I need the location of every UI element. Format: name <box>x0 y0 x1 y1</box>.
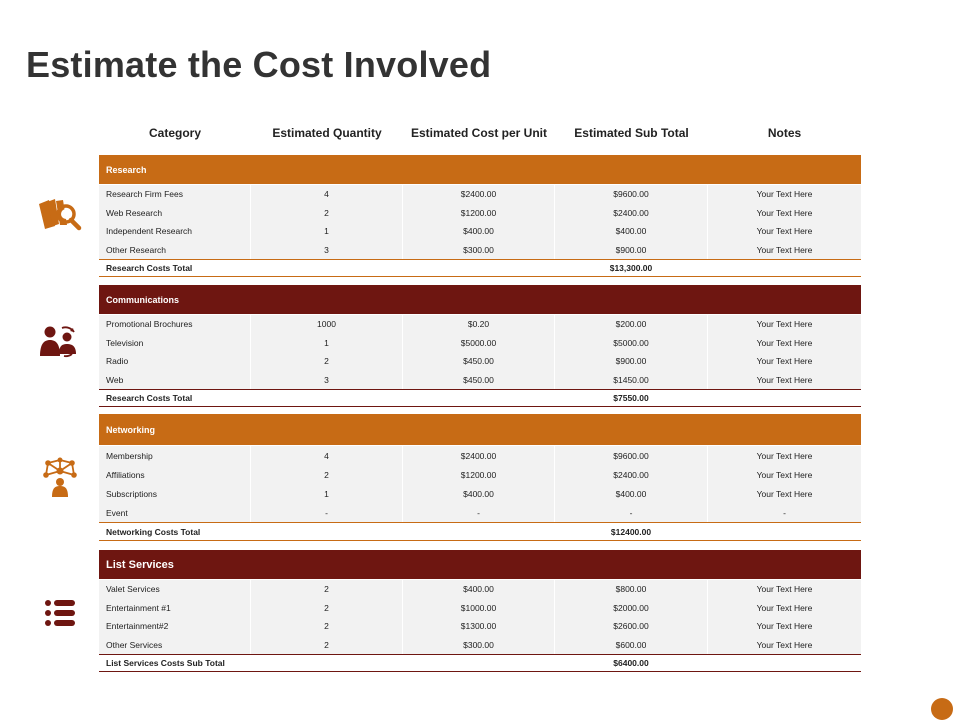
total-label: Research Costs Total <box>106 263 193 273</box>
cell-category: Event <box>99 503 251 522</box>
cell-category: Affiliations <box>99 465 251 484</box>
cell-notes: Your Text Here <box>756 226 813 237</box>
cell-subtotal: $9600.00 <box>555 446 708 465</box>
cell-notes: Your Text Here <box>756 602 813 613</box>
cell-subtotal: $400.00 <box>555 222 708 241</box>
table-header <box>99 118 861 148</box>
network-person-icon <box>42 457 78 497</box>
cell-cost: $2400.00 <box>403 446 555 465</box>
cell-subtotal: $800.00 <box>555 580 708 599</box>
cell-subtotal: $2600.00 <box>555 617 708 636</box>
total-label: List Services Costs Sub Total <box>106 658 225 668</box>
cell-quantity: 3 <box>251 241 403 260</box>
section-total-row <box>99 522 861 541</box>
cell-cost: $1200.00 <box>403 204 555 223</box>
section-header-list-services: List Services <box>99 550 861 579</box>
table-row <box>99 241 861 260</box>
cell-notes: Your Text Here <box>756 374 813 385</box>
cell-subtotal: $9600.00 <box>555 185 708 204</box>
table-row <box>99 222 861 241</box>
cell-category: Web Research <box>99 204 251 223</box>
cell-cost: - <box>403 503 555 522</box>
cell-cost: $300.00 <box>403 636 555 655</box>
cell-subtotal: $900.00 <box>555 241 708 260</box>
section-total-row <box>99 259 861 277</box>
books-magnifier-icon <box>37 196 83 232</box>
cell-quantity: 1 <box>251 222 403 241</box>
table-row <box>99 185 861 204</box>
column-header-notes: Notes <box>767 126 802 140</box>
cell-cost: $1000.00 <box>403 599 555 618</box>
column-header-quantity: Estimated Quantity <box>272 126 382 140</box>
cell-quantity: 2 <box>251 352 403 371</box>
cell-quantity: 2 <box>251 636 403 655</box>
cell-cost: $5000.00 <box>403 334 555 353</box>
cell-category: Research Firm Fees <box>99 185 251 204</box>
table-row <box>99 580 861 599</box>
table-row <box>99 617 861 636</box>
total-value: $7550.00 <box>613 393 649 403</box>
cell-cost: $400.00 <box>403 484 555 503</box>
cell-quantity: 1000 <box>251 315 403 334</box>
cell-subtotal: - <box>555 503 708 522</box>
cell-quantity: 1 <box>251 484 403 503</box>
table-row <box>99 352 861 371</box>
cell-subtotal: $2000.00 <box>555 599 708 618</box>
decorative-dot <box>931 698 953 720</box>
section-list-services <box>99 550 861 672</box>
total-label: Research Costs Total <box>106 393 193 403</box>
section-header-research: Research <box>99 155 861 184</box>
section-header-networking: Networking <box>99 414 861 445</box>
table-row <box>99 465 861 484</box>
cell-subtotal: $900.00 <box>555 352 708 371</box>
cell-cost: $450.00 <box>403 352 555 371</box>
cell-cost: $2400.00 <box>403 185 555 204</box>
cell-notes: - <box>783 507 786 518</box>
cell-subtotal: $400.00 <box>555 484 708 503</box>
cell-notes: Your Text Here <box>756 337 813 348</box>
cell-quantity: 4 <box>251 185 403 204</box>
column-header-sub-total: Estimated Sub Total <box>574 126 689 140</box>
total-value: $6400.00 <box>613 658 649 668</box>
section-header-communications: Communications <box>99 285 861 314</box>
table-row <box>99 204 861 223</box>
total-label: Networking Costs Total <box>106 526 201 537</box>
cell-quantity: 3 <box>251 371 403 390</box>
cell-category: Subscriptions <box>99 484 251 503</box>
table-row <box>99 636 861 655</box>
cell-notes: Your Text Here <box>756 356 813 367</box>
cell-subtotal: $2400.00 <box>555 465 708 484</box>
cell-category: Independent Research <box>99 222 251 241</box>
cell-category: Membership <box>99 446 251 465</box>
cell-category: Web <box>99 371 251 390</box>
cell-category: Entertainment#2 <box>99 617 251 636</box>
table-row <box>99 599 861 618</box>
people-exchange-icon <box>38 322 80 358</box>
cell-category: Entertainment #1 <box>99 599 251 618</box>
column-header-cost-per-unit: Estimated Cost per Unit <box>410 126 548 140</box>
cell-category: Other Services <box>99 636 251 655</box>
cell-notes: Your Text Here <box>756 244 813 255</box>
cell-notes: Your Text Here <box>756 639 813 650</box>
table-row <box>99 334 861 353</box>
list-icon <box>44 598 76 628</box>
cell-quantity: 1 <box>251 334 403 353</box>
cell-quantity: 2 <box>251 617 403 636</box>
table-row <box>99 484 861 503</box>
table-row <box>99 315 861 334</box>
section-total-row <box>99 654 861 672</box>
cell-category: Television <box>99 334 251 353</box>
total-value: $12400.00 <box>610 526 652 537</box>
cell-quantity: 2 <box>251 599 403 618</box>
cell-notes: Your Text Here <box>756 319 813 330</box>
cell-subtotal: $1450.00 <box>555 371 708 390</box>
cell-cost: $1200.00 <box>403 465 555 484</box>
page-title: Estimate the Cost Involved <box>26 44 492 85</box>
cell-notes: Your Text Here <box>756 488 813 499</box>
cell-cost: $0.20 <box>403 315 555 334</box>
cell-category: Valet Services <box>99 580 251 599</box>
cell-quantity: 2 <box>251 204 403 223</box>
section-communications <box>99 285 861 407</box>
cell-subtotal: $2400.00 <box>555 204 708 223</box>
column-header-category: Category <box>148 126 201 140</box>
cell-category: Promotional Brochures <box>99 315 251 334</box>
cell-cost: $450.00 <box>403 371 555 390</box>
table-row <box>99 503 861 522</box>
cell-notes: Your Text Here <box>756 207 813 218</box>
cell-subtotal: $600.00 <box>555 636 708 655</box>
cell-quantity: 2 <box>251 580 403 599</box>
cell-notes: Your Text Here <box>756 450 813 461</box>
cell-category: Radio <box>99 352 251 371</box>
section-research <box>99 155 861 277</box>
total-value: $13,300.00 <box>609 263 653 273</box>
cell-category: Other Research <box>99 241 251 260</box>
cell-notes: Your Text Here <box>756 621 813 632</box>
cell-cost: $400.00 <box>403 580 555 599</box>
cell-quantity: - <box>251 503 403 522</box>
table-row <box>99 371 861 390</box>
section-total-row <box>99 389 861 407</box>
cell-subtotal: $200.00 <box>555 315 708 334</box>
cell-cost: $300.00 <box>403 241 555 260</box>
cell-cost: $1300.00 <box>403 617 555 636</box>
cell-notes: Your Text Here <box>756 469 813 480</box>
cell-notes: Your Text Here <box>756 584 813 595</box>
section-networking <box>99 414 861 541</box>
cell-subtotal: $5000.00 <box>555 334 708 353</box>
cell-quantity: 4 <box>251 446 403 465</box>
cell-cost: $400.00 <box>403 222 555 241</box>
cell-notes: Your Text Here <box>756 189 813 200</box>
table-row <box>99 446 861 465</box>
cell-quantity: 2 <box>251 465 403 484</box>
